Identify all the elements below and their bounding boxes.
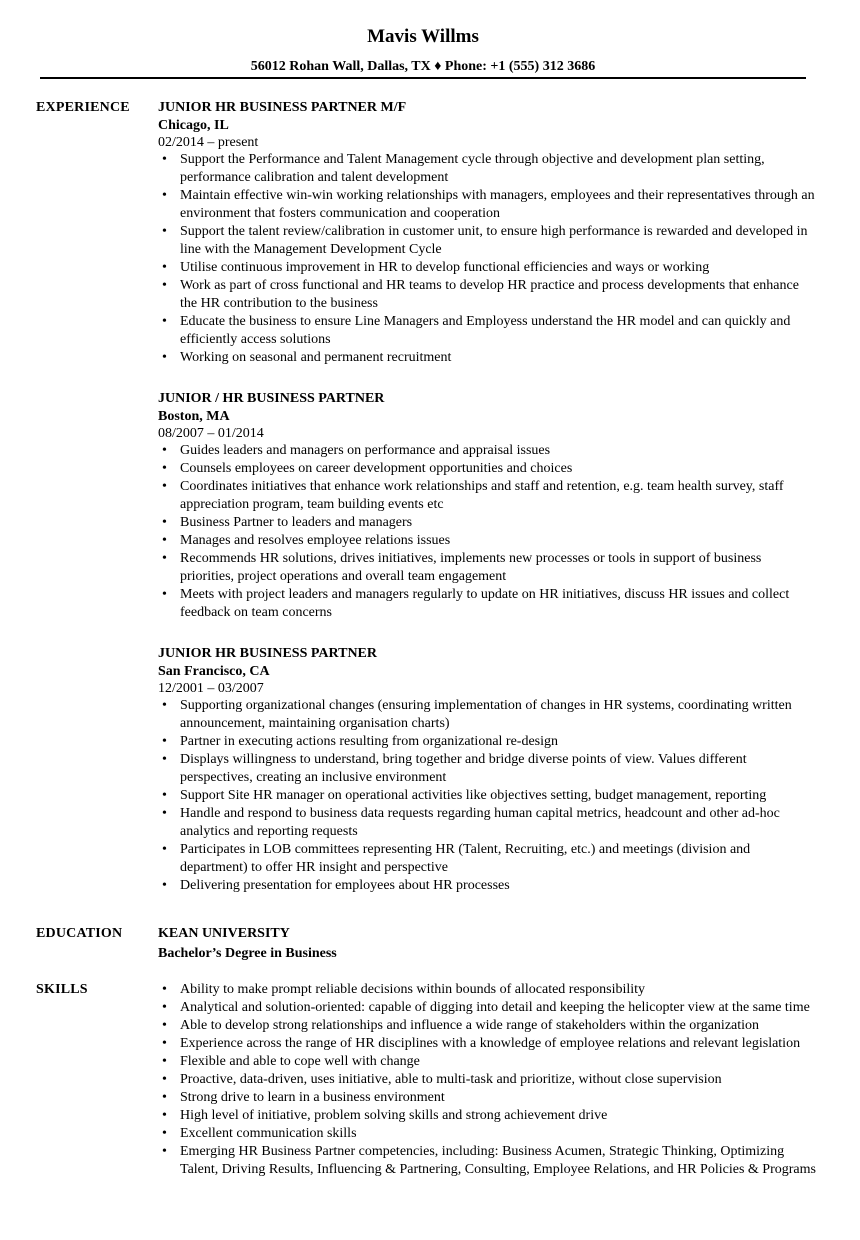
section-label-skills: SKILLS bbox=[36, 982, 88, 997]
skill-item: • Proactive, data-driven, uses initiative, able to multi-task and prioritize, without close supervision bbox=[158, 1071, 818, 1089]
bullet-item: • Working on seasonal and permanent recruitment bbox=[158, 349, 818, 367]
job-dates: 08/2007 – 01/2014 bbox=[158, 426, 264, 441]
section-label-education: EDUCATION bbox=[36, 926, 123, 941]
job-location: Boston, MA bbox=[158, 409, 230, 424]
skill-item: • Strong drive to learn in a business environment bbox=[158, 1089, 818, 1107]
bullet-item: • Counsels employees on career development opportunities and choices bbox=[158, 460, 818, 478]
skill-item: • Flexible and able to cope well with change bbox=[158, 1053, 818, 1071]
job-title: JUNIOR HR BUSINESS PARTNER bbox=[158, 646, 378, 661]
job-dates: 12/2001 – 03/2007 bbox=[158, 681, 264, 696]
bullet-item: • Work as part of cross functional and HR teams to develop HR practice and process developments that enhance the HR contribution to the business bbox=[158, 277, 818, 313]
education-body bbox=[158, 925, 818, 965]
bullet-item: • Business Partner to leaders and managers bbox=[158, 514, 818, 532]
job-dates: 02/2014 – present bbox=[158, 135, 259, 150]
skill-item: • Ability to make prompt reliable decisions within bounds of allocated responsibility bbox=[158, 981, 818, 999]
skill-item: • Analytical and solution-oriented: capable of digging into detail and keeping the helicopter view at the same time bbox=[158, 999, 818, 1017]
bullet-item: • Supporting organizational changes (ensuring implementation of changes in HR systems, coordinating written announcement, maintaining organisation charts) bbox=[158, 697, 818, 733]
job-title: JUNIOR HR BUSINESS PARTNER M/F bbox=[158, 100, 407, 115]
header-divider bbox=[40, 77, 806, 79]
job-location: San Francisco, CA bbox=[158, 664, 270, 679]
skill-item: • Experience across the range of HR disciplines with a knowledge of employee relations and relevant legislation bbox=[158, 1035, 818, 1053]
job-location: Chicago, IL bbox=[158, 118, 229, 133]
bullet-item: • Coordinates initiatives that enhance work relationships and staff and retention, e.g. team health survey, staff appreciation program, team building events etc bbox=[158, 478, 818, 514]
bullet-item: • Educate the business to ensure Line Managers and Employess understand the HR model and can quickly and efficiently access solutions bbox=[158, 313, 818, 349]
section-label-experience: EXPERIENCE bbox=[36, 100, 130, 115]
bullet-item: • Displays willingness to understand, bring together and bridge diverse points of view. Values different perspectives, creating an inclusive environment bbox=[158, 751, 818, 787]
skill-item: • Excellent communication skills bbox=[158, 1125, 818, 1143]
bullet-item: • Meets with project leaders and managers regularly to update on HR initiatives, discuss HR issues and collect feedback on team concerns bbox=[158, 586, 818, 622]
bullet-item: • Participates in LOB committees representing HR (Talent, Recruiting, etc.) and meetings (division and department) to offer HR insight and perspective bbox=[158, 841, 818, 877]
job-bullets bbox=[158, 697, 818, 895]
skill-item: • Able to develop strong relationships and influence a wide range of stakeholders within the organization bbox=[158, 1017, 818, 1035]
job-bullets bbox=[158, 151, 818, 367]
candidate-name: Mavis Willms bbox=[367, 26, 479, 47]
experience-body bbox=[158, 99, 818, 918]
skill-item: • High level of initiative, problem solving skills and strong achievement drive bbox=[158, 1107, 818, 1125]
contact-line: 56012 Rohan Wall, Dallas, TX ♦ Phone: +1 (555) 312 3686 bbox=[250, 59, 596, 74]
job-entry bbox=[158, 645, 818, 895]
bullet-item: • Guides leaders and managers on performance and appraisal issues bbox=[158, 442, 818, 460]
job-entry bbox=[158, 99, 818, 367]
skills-list bbox=[158, 981, 818, 1179]
bullet-item: • Utilise continuous improvement in HR to develop functional efficiencies and ways or working bbox=[158, 259, 818, 277]
skill-item: • Emerging HR Business Partner competencies, including: Business Acumen, Strategic Thinking, Optimizing Talent, Driving Results, Influencing & Partnering, Consulting, Employee Relations, and HR Policies & Programs bbox=[158, 1143, 818, 1179]
job-title: JUNIOR / HR BUSINESS PARTNER bbox=[158, 391, 385, 406]
bullet-item: • Support the Performance and Talent Management cycle through objective and development plan setting, performance calibration and talent development bbox=[158, 151, 818, 187]
skills-body bbox=[158, 981, 818, 1179]
bullet-item: • Partner in executing actions resulting from organizational re-design bbox=[158, 733, 818, 751]
bullet-item: • Handle and respond to business data requests regarding human capital metrics, headcount and other ad-hoc analytics and reporting requests bbox=[158, 805, 818, 841]
bullet-item: • Support the talent review/calibration in customer unit, to ensure high performance is rewarded and developed in line with the Management Development Cycle bbox=[158, 223, 818, 259]
job-entry bbox=[158, 390, 818, 622]
bullet-item: • Support Site HR manager on operational activities like objectives setting, budget management, reporting bbox=[158, 787, 818, 805]
bullet-item: • Maintain effective win-win working relationships with managers, employees and their representatives through an environment that fosters communication and cooperation bbox=[158, 187, 818, 223]
bullet-item: • Delivering presentation for employees about HR processes bbox=[158, 877, 818, 895]
school-name: KEAN UNIVERSITY bbox=[158, 926, 290, 941]
bullet-item: • Recommends HR solutions, drives initiatives, implements new processes or tools in support of business priorities, project operations and overall team engagement bbox=[158, 550, 818, 586]
degree: Bachelor’s Degree in Business bbox=[158, 946, 337, 961]
bullet-item: • Manages and resolves employee relations issues bbox=[158, 532, 818, 550]
job-bullets bbox=[158, 442, 818, 622]
